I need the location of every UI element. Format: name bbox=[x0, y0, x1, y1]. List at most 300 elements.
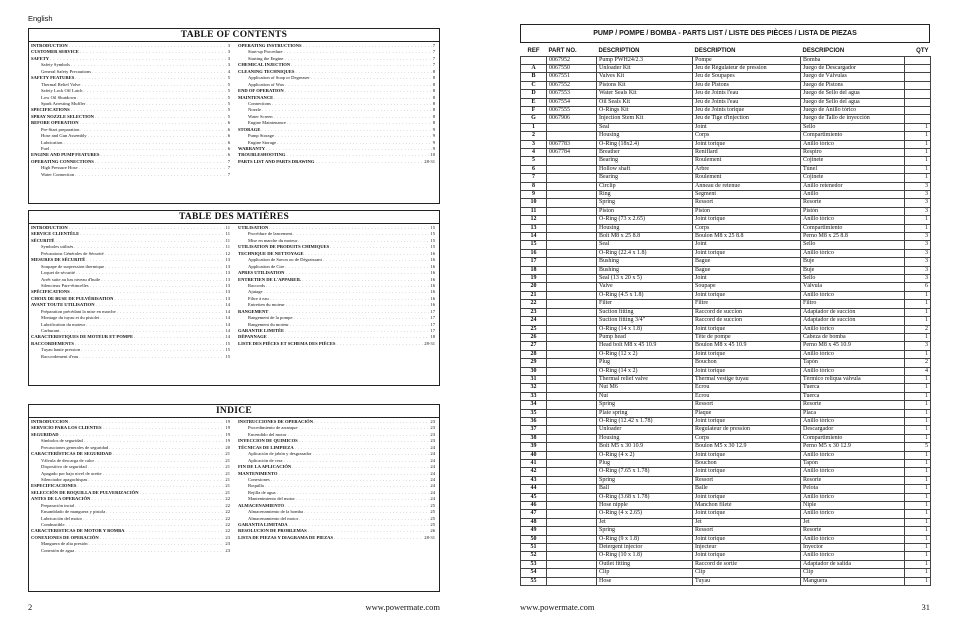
description-fr-cell: Joint torique bbox=[693, 468, 801, 476]
description-fr-cell: Plaque bbox=[693, 409, 801, 417]
descripcion-es-cell: Buje bbox=[801, 258, 905, 266]
description-en-cell: O-Ring (73 x 2.65) bbox=[597, 216, 693, 224]
toc-entry-page: 13 bbox=[225, 282, 230, 288]
part-no-cell bbox=[547, 485, 597, 493]
qty-cell: 3 bbox=[905, 241, 931, 249]
description-en-cell: Circlip bbox=[597, 182, 693, 190]
description-en-cell: Unloader bbox=[597, 426, 693, 434]
description-en-cell: Bolt M5 x 30 10.9 bbox=[597, 443, 693, 451]
toc-entry-title: GARANTIA LIMITADA bbox=[238, 522, 288, 527]
description-fr-cell: Joint torique bbox=[693, 249, 801, 257]
toc-leader-dots bbox=[336, 341, 423, 347]
description-en-cell: O-Ring (18x2.4) bbox=[597, 140, 693, 148]
qty-cell: 1 bbox=[905, 485, 931, 493]
ref-cell: 53 bbox=[521, 560, 547, 568]
part-no-cell bbox=[547, 510, 597, 518]
table-row bbox=[521, 56, 931, 64]
description-en-cell: Plate spring bbox=[597, 409, 693, 417]
qty-cell: 1 bbox=[905, 560, 931, 568]
description-en-cell: Spring bbox=[597, 401, 693, 409]
toc-entry-page: 24 bbox=[430, 457, 435, 463]
table-row bbox=[521, 165, 931, 173]
description-fr-cell: Jeu de Joints torique bbox=[693, 106, 801, 114]
ref-cell: 15 bbox=[521, 241, 547, 249]
descripcion-es-cell: Válvula bbox=[801, 283, 905, 291]
toc-entry-page: 7 bbox=[432, 49, 435, 55]
description-en-cell: O-Ring (12 x 2) bbox=[597, 350, 693, 358]
table-row bbox=[521, 434, 931, 442]
description-en-cell: Seal bbox=[597, 241, 693, 249]
description-fr-cell: Regulateur de pression bbox=[693, 426, 801, 434]
toc-entry-title: Safety Lock Off Latch bbox=[41, 88, 83, 94]
description-en-cell: Seal bbox=[597, 123, 693, 131]
descripcion-es-cell: Resorte bbox=[801, 199, 905, 207]
toc-entry-page: 21 bbox=[225, 457, 230, 463]
descripcion-es-cell: Anillo retenedor bbox=[801, 182, 905, 190]
qty-cell bbox=[905, 73, 931, 81]
toc-entry-title: CHOIX DE BUSE DE PULVÉRISATION bbox=[31, 295, 114, 301]
toc-english-title: TABLE OF CONTENTS bbox=[29, 29, 439, 42]
description-en-cell: Outlet fitting bbox=[597, 560, 693, 568]
toc-entry-title: Mantenimiento del motor bbox=[248, 496, 295, 502]
part-no-cell bbox=[547, 426, 597, 434]
toc-entry-page: 21 bbox=[225, 470, 230, 476]
toc-entry-title: Montage du tuyau et du pistolet bbox=[41, 315, 100, 321]
toc-entry-page: 5 bbox=[227, 88, 230, 94]
description-en-cell: Nut M6 bbox=[597, 384, 693, 392]
right-page-number: 31 bbox=[921, 602, 930, 612]
table-row bbox=[521, 350, 931, 358]
toc-entry-page: 22 bbox=[225, 502, 230, 508]
table-row bbox=[521, 333, 931, 341]
toc-entry-title: Application de Savon ou de Dégraissant bbox=[248, 257, 322, 263]
part-no-cell bbox=[547, 434, 597, 442]
description-en-cell: Plug bbox=[597, 460, 693, 468]
qty-cell: 1 bbox=[905, 384, 931, 392]
qty-cell: 1 bbox=[905, 392, 931, 400]
ref-cell: 8 bbox=[521, 182, 547, 190]
toc-entry-page: 12 bbox=[225, 250, 230, 256]
ref-cell: 49 bbox=[521, 527, 547, 535]
description-fr-cell: Tuyau bbox=[693, 577, 801, 585]
description-en-cell: Spring bbox=[597, 476, 693, 484]
description-fr-cell: Tête de pompe bbox=[693, 333, 801, 341]
toc-entry-page: 16 bbox=[430, 295, 435, 301]
qty-cell: 1 bbox=[905, 476, 931, 484]
toc-entry-title: RACCORDEMENTS bbox=[31, 340, 74, 346]
ref-cell: 5 bbox=[521, 157, 547, 165]
descripcion-es-cell: Anillo tórico bbox=[801, 367, 905, 375]
toc-entry-page: 6 bbox=[227, 120, 230, 126]
ref-cell: 31 bbox=[521, 375, 547, 383]
toc-entry-title: SELECCIÓN DE BOQUILLA DE PULVERIZACIÓN bbox=[31, 489, 139, 495]
part-no-cell bbox=[547, 233, 597, 241]
toc-entry-page: 11 bbox=[225, 231, 230, 237]
description-en-cell: O-Ring (14 x 2) bbox=[597, 367, 693, 375]
descripcion-es-cell: Descargador bbox=[801, 426, 905, 434]
qty-cell: 1 bbox=[905, 535, 931, 543]
descripcion-es-cell: Compartimiento bbox=[801, 224, 905, 232]
part-no-cell bbox=[547, 493, 597, 501]
qty-cell bbox=[905, 98, 931, 106]
toc-entry-page: 16 bbox=[430, 302, 435, 308]
toc-entry-title: APRES UTILISATION bbox=[238, 270, 285, 276]
toc-entry-page: 25 bbox=[430, 509, 435, 515]
description-fr-cell: Manchon fileté bbox=[693, 502, 801, 510]
description-fr-cell: Ecrou bbox=[693, 384, 801, 392]
toc-entry-title: Soupape de surpression thermique bbox=[41, 263, 105, 269]
descripcion-es-cell: Cojinete bbox=[801, 157, 905, 165]
description-fr-cell: Arbre bbox=[693, 165, 801, 173]
toc-entry bbox=[31, 548, 230, 554]
ref-cell: 20 bbox=[521, 283, 547, 291]
toc-entry-page: 13 bbox=[225, 257, 230, 263]
toc-entry-page: 21 bbox=[225, 489, 230, 495]
toc-entry-page: 24 bbox=[430, 464, 435, 470]
toc-entry-title: Lubrication bbox=[41, 139, 63, 145]
toc-entry-title: Fuel bbox=[41, 146, 50, 151]
toc-entry-title: INYECCION DE QUIMICOS bbox=[238, 438, 298, 444]
ref-cell: 35 bbox=[521, 409, 547, 417]
toc-spanish-col1 bbox=[31, 419, 234, 554]
toc-entry-title: Rejilla de agua bbox=[248, 489, 276, 495]
part-no-cell bbox=[547, 207, 597, 215]
toc-entry-page: 11 bbox=[225, 237, 230, 243]
toc-entry-page: 16 bbox=[430, 282, 435, 288]
ref-cell: 55 bbox=[521, 577, 547, 585]
toc-entry bbox=[238, 159, 435, 165]
descripcion-es-cell: Cojinete bbox=[801, 174, 905, 182]
descripcion-es-cell: Juego de Descargador bbox=[801, 64, 905, 72]
qty-cell: 2 bbox=[905, 325, 931, 333]
part-no-cell bbox=[547, 342, 597, 350]
qty-cell: 3 bbox=[905, 249, 931, 257]
toc-entry-title: Ensamblado de manguera y pistola bbox=[41, 509, 106, 515]
toc-entry-title: Preparación incial bbox=[41, 502, 75, 508]
qty-cell: 1 bbox=[905, 224, 931, 232]
toc-entry-page: 17 bbox=[430, 321, 435, 327]
toc-entry-title: TECHNIQUE DE NETTOYAGE bbox=[238, 250, 304, 256]
toc-entry-page: 23 bbox=[430, 431, 435, 437]
description-en-cell: Ring bbox=[597, 191, 693, 199]
description-fr-cell: Bague bbox=[693, 266, 801, 274]
toc-entry-page: 8 bbox=[432, 81, 435, 87]
ref-cell: 40 bbox=[521, 451, 547, 459]
part-no-cell bbox=[547, 325, 597, 333]
toc-entry-page: 19 bbox=[225, 419, 230, 424]
description-fr-cell: Roulement bbox=[693, 174, 801, 182]
ref-cell: 37 bbox=[521, 426, 547, 434]
toc-entry-page: 13 bbox=[225, 295, 230, 301]
toc-entry-page: 3 bbox=[227, 55, 230, 61]
part-no-cell bbox=[547, 123, 597, 131]
part-no-cell bbox=[547, 560, 597, 568]
part-no-cell bbox=[547, 157, 597, 165]
qty-cell: 1 bbox=[905, 510, 931, 518]
toc-entry-page: 7 bbox=[227, 165, 230, 171]
qty-cell: 1 bbox=[905, 417, 931, 425]
left-website: www.powermate.com bbox=[365, 602, 440, 612]
descripcion-es-cell: Anillo tórico bbox=[801, 535, 905, 543]
description-fr-cell: Jeu de Pistons bbox=[693, 81, 801, 89]
part-no-cell bbox=[547, 569, 597, 577]
toc-entry-page: 24 bbox=[430, 476, 435, 482]
table-row bbox=[521, 148, 931, 156]
table-row bbox=[521, 308, 931, 316]
qty-cell: 1 bbox=[905, 544, 931, 552]
qty-cell: 1 bbox=[905, 569, 931, 577]
ref-cell: 47 bbox=[521, 510, 547, 518]
toc-entry-page: 16 bbox=[430, 276, 435, 282]
description-fr-cell: Joint torique bbox=[693, 325, 801, 333]
toc-entry-page: 28-31 bbox=[424, 158, 435, 164]
toc-entry-page: 22 bbox=[225, 496, 230, 502]
ref-cell: 32 bbox=[521, 384, 547, 392]
toc-entry-title: INTRODUCCION bbox=[31, 419, 69, 424]
toc-entry-page: 9 bbox=[432, 126, 435, 132]
toc-entry-page: 18 bbox=[430, 334, 435, 340]
qty-cell: 1 bbox=[905, 409, 931, 417]
ref-cell: 16 bbox=[521, 249, 547, 257]
ref-cell: 34 bbox=[521, 401, 547, 409]
descripcion-es-cell: Bomba bbox=[801, 56, 905, 64]
ref-cell: 51 bbox=[521, 544, 547, 552]
ref-cell: 36 bbox=[521, 417, 547, 425]
qty-cell: 3 bbox=[905, 207, 931, 215]
toc-entry-page: 14 bbox=[225, 302, 230, 308]
description-fr-cell: Raccord de sortie bbox=[693, 560, 801, 568]
description-en-cell: Hollow shaft bbox=[597, 165, 693, 173]
table-row bbox=[521, 451, 931, 459]
table-row bbox=[521, 64, 931, 72]
toc-entry-page: 3 bbox=[227, 49, 230, 55]
ref-cell: 17 bbox=[521, 258, 547, 266]
toc-entry-title: Conexión de agua bbox=[41, 547, 75, 553]
toc-entry-page: 22 bbox=[225, 522, 230, 527]
description-en-cell: Valve bbox=[597, 283, 693, 291]
description-en-cell: Pump PWH24/2.3 bbox=[597, 56, 693, 64]
toc-entry-page: 24 bbox=[430, 489, 435, 495]
table-row bbox=[521, 468, 931, 476]
qty-cell: 1 bbox=[905, 300, 931, 308]
ref-cell: 44 bbox=[521, 485, 547, 493]
part-no-cell bbox=[547, 333, 597, 341]
descripcion-es-cell: Perno M8 x 45 10.9 bbox=[801, 342, 905, 350]
ref-cell: 21 bbox=[521, 291, 547, 299]
descripcion-es-cell: Sello bbox=[801, 275, 905, 283]
descripcion-es-cell: Anillo tórico bbox=[801, 291, 905, 299]
toc-entry-page: 13 bbox=[225, 289, 230, 295]
description-fr-cell: Joint torique bbox=[693, 552, 801, 560]
description-en-cell: O-Ring (9 x 1.8) bbox=[597, 535, 693, 543]
toc-entry-page: 24 bbox=[430, 451, 435, 457]
table-row bbox=[521, 191, 931, 199]
toc-entry-title: UTILISATION DE PRODUITS CHIMIQUES bbox=[238, 244, 330, 250]
toc-french bbox=[28, 210, 440, 386]
part-no-cell bbox=[547, 535, 597, 543]
descripcion-es-cell: Sello bbox=[801, 123, 905, 131]
qty-cell: 1 bbox=[905, 577, 931, 585]
qty-cell: 3 bbox=[905, 342, 931, 350]
descripcion-es-cell: Anillo tórico bbox=[801, 249, 905, 257]
toc-entry-title: Dispositivo de seguridad bbox=[41, 464, 87, 470]
toc-entry-title: Low Oil Shutdown bbox=[41, 94, 77, 100]
toc-entry-title: Pump Storage bbox=[248, 133, 274, 139]
part-no-cell bbox=[547, 409, 597, 417]
toc-entry-title: WARRANTY bbox=[238, 146, 266, 151]
table-row bbox=[521, 510, 931, 518]
toc-entry-title: SÉCURITÉ bbox=[31, 237, 55, 243]
toc-entry-title: Connections bbox=[248, 100, 271, 106]
description-en-cell: Breather bbox=[597, 148, 693, 156]
toc-entry-title: LISTA DE PIEZAS Y DIAGRAMA DE PIEZAS bbox=[238, 534, 334, 540]
toc-entry-title: Starting the Engine bbox=[248, 55, 284, 61]
ref-cell: 11 bbox=[521, 207, 547, 215]
toc-entry-page: 8 bbox=[432, 107, 435, 113]
toc-entry-page: 15 bbox=[430, 237, 435, 243]
table-row bbox=[521, 224, 931, 232]
toc-entry-title: Almacenamiento del motor bbox=[248, 515, 299, 521]
qty-cell: 1 bbox=[905, 123, 931, 131]
table-row bbox=[521, 417, 931, 425]
description-fr-cell: Balle bbox=[693, 485, 801, 493]
toc-entry-title: ALMACENAMIENTO bbox=[238, 502, 285, 508]
toc-entry-page: 16 bbox=[430, 270, 435, 276]
descripcion-es-cell: Resorte bbox=[801, 476, 905, 484]
ref-cell: 28 bbox=[521, 350, 547, 358]
table-row bbox=[521, 216, 931, 224]
descripcion-es-cell: Buje bbox=[801, 266, 905, 274]
toc-entry-title: Rangement du moteur bbox=[248, 321, 289, 327]
toc-entry-title: OPERATING CONNECTIONS bbox=[31, 158, 94, 164]
descripcion-es-cell: Anillo tórico bbox=[801, 216, 905, 224]
description-en-cell: Bushing bbox=[597, 266, 693, 274]
toc-entry-title: RANGEMENT bbox=[238, 308, 269, 314]
toc-entry-title: SPECIFICATIONS bbox=[31, 107, 70, 113]
table-row bbox=[521, 544, 931, 552]
toc-entry-page: 23 bbox=[225, 541, 230, 547]
description-fr-cell: Joint torique bbox=[693, 140, 801, 148]
descripcion-es-cell: Cabeza de bomba bbox=[801, 333, 905, 341]
toc-entry-page: 5 bbox=[227, 107, 230, 113]
descripcion-es-cell: Anillo tórico bbox=[801, 552, 905, 560]
table-row bbox=[521, 560, 931, 568]
parts-table bbox=[520, 47, 931, 586]
toc-entry-page: 6 bbox=[227, 152, 230, 158]
part-no-cell: 0067952 bbox=[547, 56, 597, 64]
toc-entry-title: INSTRUCCIONES DE OPERACIÓN bbox=[238, 419, 314, 424]
toc-entry-title: Carburant bbox=[41, 328, 60, 333]
toc-entry-title: LISTE DES PIÈCES ET SCHEMA DES PIÈCES bbox=[238, 340, 336, 346]
description-fr-cell: Joint torique bbox=[693, 216, 801, 224]
descripcion-es-cell: Anillo tórico bbox=[801, 350, 905, 358]
qty-cell: 1 bbox=[905, 308, 931, 316]
part-no-cell: 0067554 bbox=[547, 98, 597, 106]
table-row bbox=[521, 325, 931, 333]
description-fr-cell: Raccord de succion bbox=[693, 308, 801, 316]
toc-entry-page: 23 bbox=[225, 547, 230, 553]
toc-entry-page: 7 bbox=[227, 158, 230, 164]
parts-table-body bbox=[521, 56, 931, 586]
part-no-cell: 0067551 bbox=[547, 73, 597, 81]
toc-entry-title: TROUBLESHOOTING bbox=[238, 152, 286, 158]
qty-cell: 1 bbox=[905, 333, 931, 341]
table-row bbox=[521, 460, 931, 468]
table-row bbox=[521, 90, 931, 98]
descripcion-es-cell: Tapón bbox=[801, 460, 905, 468]
qty-cell: 4 bbox=[905, 367, 931, 375]
description-en-cell: Filter bbox=[597, 300, 693, 308]
descripcion-es-cell: Tuerca bbox=[801, 384, 905, 392]
ref-cell: 19 bbox=[521, 275, 547, 283]
toc-entry-title: MESURES DE SÉCURITÉ bbox=[31, 257, 86, 263]
part-no-cell: 0067906 bbox=[547, 115, 597, 123]
toc-entry-page: 22 bbox=[225, 528, 230, 534]
description-fr-cell: Ressort bbox=[693, 199, 801, 207]
toc-entry-title: MANTENIMENTO bbox=[238, 470, 278, 476]
descripcion-es-cell: Resorte bbox=[801, 527, 905, 535]
table-row bbox=[521, 182, 931, 190]
toc-entry-page: 11 bbox=[225, 225, 230, 230]
toc-entry-title: SERVICIO PARA LOS CLIENTES bbox=[31, 425, 102, 431]
description-fr-cell: Joint torique bbox=[693, 367, 801, 375]
toc-entry-title: INTRODUCTION bbox=[31, 225, 68, 230]
part-no-cell bbox=[547, 577, 597, 585]
toc-entry-page: 5 bbox=[227, 81, 230, 87]
qty-cell: 3 bbox=[905, 258, 931, 266]
descripcion-es-cell: Niple bbox=[801, 502, 905, 510]
part-no-cell: 0067783 bbox=[547, 140, 597, 148]
table-row bbox=[521, 73, 931, 81]
descripcion-es-cell: Placa bbox=[801, 409, 905, 417]
descripcion-es-cell: Anillo tórico bbox=[801, 493, 905, 501]
table-row bbox=[521, 342, 931, 350]
toc-entry-title: CONEXIONES DE OPERACIÓN bbox=[31, 534, 99, 540]
toc-entry-title: SPÉCIFICATIONS bbox=[31, 289, 70, 295]
description-en-cell: Water Seals Kit bbox=[597, 90, 693, 98]
toc-entry-title: Aplicación de jabón y desgrasador bbox=[248, 451, 312, 457]
description-fr-cell: Clip bbox=[693, 569, 801, 577]
part-no-cell bbox=[547, 249, 597, 257]
part-no-cell bbox=[547, 291, 597, 299]
toc-entry-page: 16 bbox=[430, 263, 435, 269]
toc-entry-title: Water Screen bbox=[248, 113, 273, 119]
left-page bbox=[28, 12, 440, 612]
toc-entry-title: STORAGE bbox=[238, 126, 261, 132]
description-en-cell: Head bolt M8 x 45 10.9 bbox=[597, 342, 693, 350]
toc-entry-page: 14 bbox=[225, 328, 230, 333]
toc-entry bbox=[31, 172, 230, 178]
descripcion-es-cell: Inyector bbox=[801, 544, 905, 552]
description-fr-cell: Ressort bbox=[693, 527, 801, 535]
descripcion-es-cell: Pistón bbox=[801, 207, 905, 215]
toc-entry-page: 26 bbox=[430, 528, 435, 534]
part-no-cell bbox=[547, 182, 597, 190]
description-fr-cell: Reniflard bbox=[693, 148, 801, 156]
ref-cell: 42 bbox=[521, 468, 547, 476]
toc-entry-title: OPERATING INSTRUCTIONS bbox=[238, 43, 302, 48]
toc-entry-title: PARTS LIST AND PARTS DRAWING bbox=[238, 158, 315, 164]
descripcion-es-cell: Juego de Anillo tórico bbox=[801, 106, 905, 114]
table-row bbox=[521, 443, 931, 451]
toc-entry-page: 15 bbox=[225, 353, 230, 359]
part-no-cell bbox=[547, 544, 597, 552]
description-en-cell: O-Ring (10 x 1.8) bbox=[597, 552, 693, 560]
descripcion-es-cell: Anillo tórico bbox=[801, 325, 905, 333]
qty-cell: 1 bbox=[905, 148, 931, 156]
toc-entry-page: 8 bbox=[432, 88, 435, 94]
toc-entry-page: 24 bbox=[430, 483, 435, 489]
